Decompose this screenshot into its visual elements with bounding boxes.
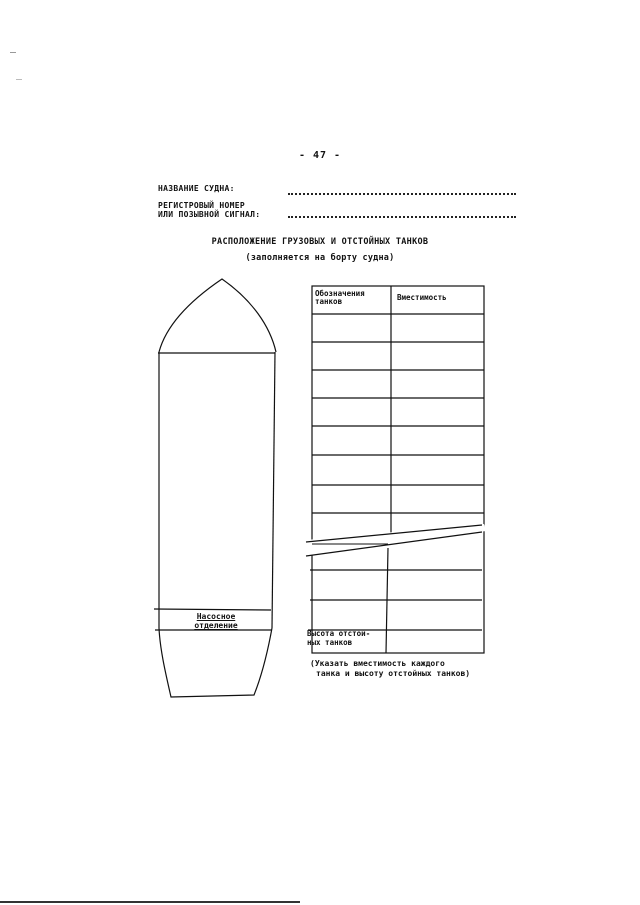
scan-edge-line xyxy=(0,901,300,903)
ship-stern xyxy=(159,628,272,697)
col-header-designation-line1: Обозначения xyxy=(315,289,365,298)
page-number: - 47 - xyxy=(298,150,342,161)
ship-outline xyxy=(154,279,276,697)
ship-bow xyxy=(159,279,276,352)
slop-tank-height-line2: ных танков xyxy=(307,637,353,647)
hull-starboard-side xyxy=(272,352,275,628)
slop-tank-height-line1: Высота отстой- xyxy=(307,629,371,638)
col-header-capacity: Вместимость xyxy=(397,293,447,302)
pump-room-label xyxy=(160,612,272,630)
table-note-line1: (Указать вместимость каждого xyxy=(310,659,445,668)
page-title: РАСПОЛОЖЕНИЕ ГРУЗОВЫХ И ОТСТОЙНЫХ ТАНКОВ xyxy=(211,237,429,247)
table-note xyxy=(310,659,510,679)
ship-name-label: НАЗВАНИЕ СУДНА: xyxy=(158,184,235,193)
table-break-cut xyxy=(306,524,486,556)
pump-room-label-line2: отделение xyxy=(194,621,238,630)
page-subtitle: (заполняется на борту судна) xyxy=(245,253,395,263)
col-header-designation-line2: танков xyxy=(315,297,343,306)
pump-room-bulkhead-fwd xyxy=(154,609,271,610)
reg-number-label-line1: РЕГИСТРОВЫЙ НОМЕР xyxy=(158,201,245,210)
slop-tank-height-label xyxy=(307,630,387,647)
reg-number-label-line2: ИЛИ ПОЗЫВНОЙ СИГНАЛ: xyxy=(158,210,261,219)
pump-room-label-line1: Насосное xyxy=(196,612,236,621)
table-note-line2: танка и высоту отстойных танков) xyxy=(316,669,471,678)
tank-table-grid xyxy=(308,286,484,653)
col-header-designation xyxy=(315,290,365,306)
